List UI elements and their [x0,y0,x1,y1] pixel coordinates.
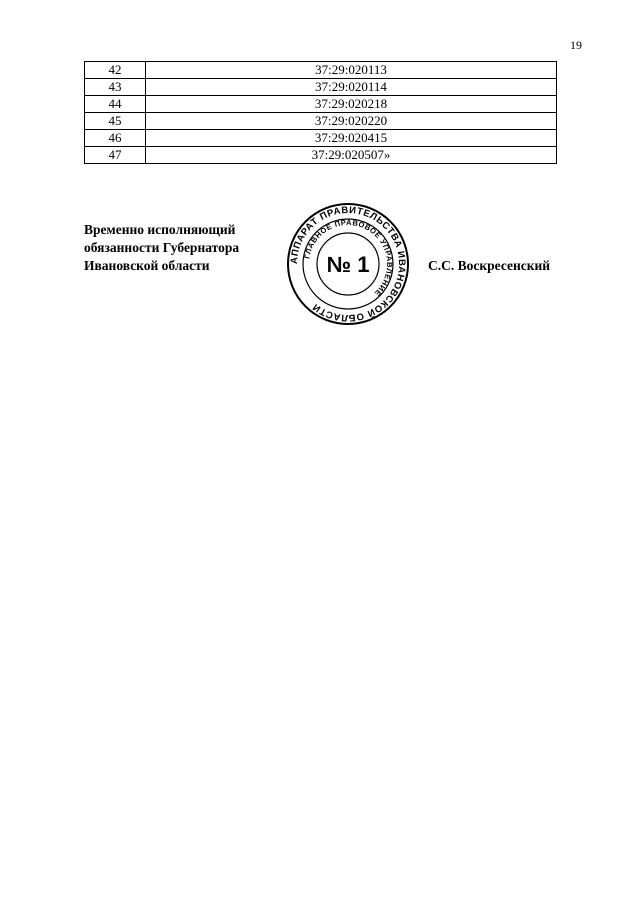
row-number: 42 [85,62,146,79]
row-number: 46 [85,130,146,147]
cadastral-code: 37:29:020507» [146,147,557,164]
position-line: Ивановской области [84,258,210,273]
cadastral-code: 37:29:020114 [146,79,557,96]
official-seal [286,202,410,326]
table-row [85,147,557,164]
seal-ring-text: АППАРАТ ПРАВИТЕЛЬСТВА ИВАНОВСКОЙ ОБЛАСТИ [288,204,408,324]
position-line: Временно исполняющий [84,222,236,237]
row-number: 44 [85,96,146,113]
cadastral-code: 37:29:020113 [146,62,557,79]
cadastral-code: 37:29:020218 [146,96,557,113]
cadastral-table [84,61,557,164]
cadastral-code: 37:29:020415 [146,130,557,147]
row-number: 45 [85,113,146,130]
seal-inner-ring-text: ГЛАВНОЕ ПРАВОВОЕ УПРАВЛЕНИЕ [302,217,395,299]
row-number: 43 [85,79,146,96]
table-row [85,79,557,96]
table-row [85,113,557,130]
position-line: обязанности Губернатора [84,240,240,255]
row-number: 47 [85,147,146,164]
signatory-position [84,221,239,275]
signatory-name: С.С. Воскресенский [428,258,551,273]
page-number: 19 [570,38,582,52]
table-row [85,96,557,113]
table-row [85,62,557,79]
cadastral-code: 37:29:020220 [146,113,557,130]
seal-center-number: № 1 [326,252,370,277]
table-row [85,130,557,147]
